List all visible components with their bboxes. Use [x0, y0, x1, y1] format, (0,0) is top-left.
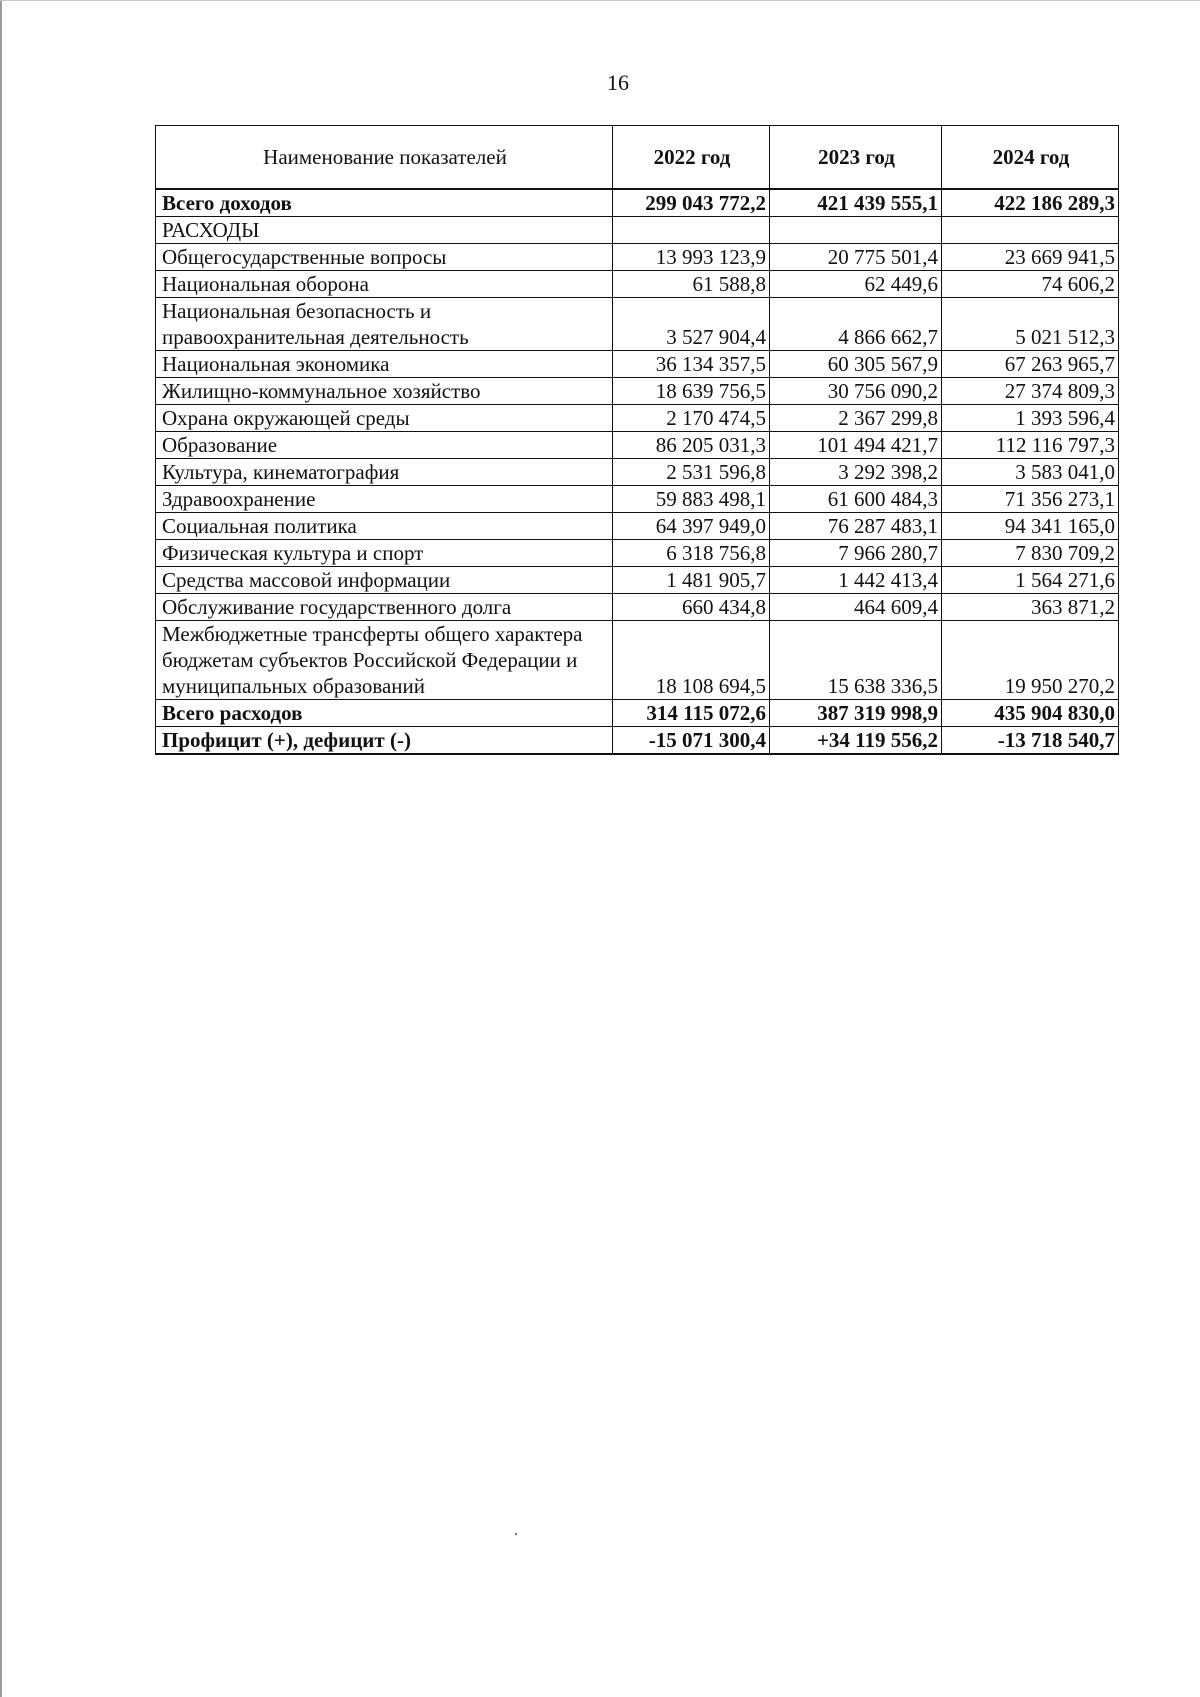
table-row	[156, 432, 1119, 459]
total-income-2024: 422 186 289,3	[942, 189, 1119, 217]
table-row	[156, 621, 1119, 700]
expense-value-2023: 15 638 336,5	[770, 621, 942, 700]
expense-value-2023: 101 494 421,7	[770, 432, 942, 459]
scan-edge-top	[0, 0, 1200, 1]
expense-value-2023: 4 866 662,7	[770, 298, 942, 351]
expense-label: Здравоохранение	[156, 486, 613, 513]
expense-label: Средства массовой информации	[156, 567, 613, 594]
expenses-section-empty-2024	[942, 217, 1119, 244]
table-row	[156, 513, 1119, 540]
table-row	[156, 244, 1119, 271]
expense-label: Общегосударственные вопросы	[156, 244, 613, 271]
table-body	[156, 189, 1119, 754]
expense-value-2024: 27 374 809,3	[942, 378, 1119, 405]
table-row	[156, 405, 1119, 432]
expense-label: Национальная оборона	[156, 271, 613, 298]
expense-value-2024: 363 871,2	[942, 594, 1119, 621]
total-expenses-2024: 435 904 830,0	[942, 700, 1119, 727]
expense-value-2024: 67 263 965,7	[942, 351, 1119, 378]
expense-value-2024: 112 116 797,3	[942, 432, 1119, 459]
expense-value-2023: 20 775 501,4	[770, 244, 942, 271]
total-expenses-label: Всего расходов	[156, 700, 613, 727]
expenses-section-empty-2022	[613, 217, 770, 244]
balance-label: Профицит (+), дефицит (-)	[156, 727, 613, 755]
expense-value-2023: 464 609,4	[770, 594, 942, 621]
table-row	[156, 459, 1119, 486]
expenses-section-empty-2023	[770, 217, 942, 244]
expense-value-2024: 3 583 041,0	[942, 459, 1119, 486]
total-income-2023: 421 439 555,1	[770, 189, 942, 217]
expense-label: Охрана окружающей среды	[156, 405, 613, 432]
table-row	[156, 351, 1119, 378]
expense-value-2023: 1 442 413,4	[770, 567, 942, 594]
expense-value-2023: 61 600 484,3	[770, 486, 942, 513]
expense-value-2024: 5 021 512,3	[942, 298, 1119, 351]
table-row	[156, 271, 1119, 298]
expense-value-2024: 94 341 165,0	[942, 513, 1119, 540]
stray-dot	[515, 1533, 517, 1535]
table-row	[156, 298, 1119, 351]
expense-value-2022: 660 434,8	[613, 594, 770, 621]
header-year-2022: 2022 год	[613, 126, 770, 190]
total-income-2022: 299 043 772,2	[613, 189, 770, 217]
expense-value-2023: 3 292 398,2	[770, 459, 942, 486]
total-expenses-row	[156, 700, 1119, 727]
expense-value-2022: 3 527 904,4	[613, 298, 770, 351]
expense-label: Физическая культура и спорт	[156, 540, 613, 567]
balance-row	[156, 727, 1119, 755]
expense-label: Культура, кинематография	[156, 459, 613, 486]
expense-value-2024: 23 669 941,5	[942, 244, 1119, 271]
total-income-row	[156, 189, 1119, 217]
table-row	[156, 594, 1119, 621]
expense-value-2022: 1 481 905,7	[613, 567, 770, 594]
balance-2023: +34 119 556,2	[770, 727, 942, 755]
expense-value-2022: 18 108 694,5	[613, 621, 770, 700]
expense-value-2023: 76 287 483,1	[770, 513, 942, 540]
expense-value-2024: 19 950 270,2	[942, 621, 1119, 700]
expense-label: Социальная политика	[156, 513, 613, 540]
expense-label: Национальная экономика	[156, 351, 613, 378]
expenses-section-row	[156, 217, 1119, 244]
table-header-row	[156, 126, 1119, 190]
expense-label: Образование	[156, 432, 613, 459]
expense-value-2022: 6 318 756,8	[613, 540, 770, 567]
expense-label: Жилищно-коммунальное хозяйство	[156, 378, 613, 405]
expenses-section-label: РАСХОДЫ	[156, 217, 613, 244]
expense-label: Межбюджетные трансферты общего характера бюджетам субъектов Российской Федерации и муниципальных образований	[156, 621, 613, 700]
scan-edge-left	[0, 0, 2, 1697]
expense-value-2022: 36 134 357,5	[613, 351, 770, 378]
expense-value-2023: 30 756 090,2	[770, 378, 942, 405]
header-year-2024: 2024 год	[942, 126, 1119, 190]
expense-value-2023: 62 449,6	[770, 271, 942, 298]
expense-value-2023: 7 966 280,7	[770, 540, 942, 567]
balance-2022: -15 071 300,4	[613, 727, 770, 755]
table-row	[156, 486, 1119, 513]
total-income-label: Всего доходов	[156, 189, 613, 217]
expense-value-2022: 13 993 123,9	[613, 244, 770, 271]
expense-label: Обслуживание государственного долга	[156, 594, 613, 621]
expense-value-2023: 60 305 567,9	[770, 351, 942, 378]
total-expenses-2023: 387 319 998,9	[770, 700, 942, 727]
expense-value-2022: 59 883 498,1	[613, 486, 770, 513]
total-expenses-2022: 314 115 072,6	[613, 700, 770, 727]
expense-value-2024: 71 356 273,1	[942, 486, 1119, 513]
expense-value-2022: 2 170 474,5	[613, 405, 770, 432]
table-row	[156, 540, 1119, 567]
expense-value-2022: 86 205 031,3	[613, 432, 770, 459]
expense-value-2022: 61 588,8	[613, 271, 770, 298]
expense-value-2022: 18 639 756,5	[613, 378, 770, 405]
expense-label: Национальная безопасность и правоохранительная деятельность	[156, 298, 613, 351]
expense-value-2023: 2 367 299,8	[770, 405, 942, 432]
expense-value-2024: 7 830 709,2	[942, 540, 1119, 567]
page-number: 16	[607, 70, 629, 95]
table-row	[156, 567, 1119, 594]
budget-table	[155, 125, 1119, 755]
expense-value-2024: 1 393 596,4	[942, 405, 1119, 432]
expense-value-2022: 2 531 596,8	[613, 459, 770, 486]
table-row	[156, 378, 1119, 405]
balance-2024: -13 718 540,7	[942, 727, 1119, 755]
header-year-2023: 2023 год	[770, 126, 942, 190]
expense-value-2024: 74 606,2	[942, 271, 1119, 298]
header-indicator-name: Наименование показателей	[156, 126, 613, 190]
expense-value-2024: 1 564 271,6	[942, 567, 1119, 594]
expense-value-2022: 64 397 949,0	[613, 513, 770, 540]
